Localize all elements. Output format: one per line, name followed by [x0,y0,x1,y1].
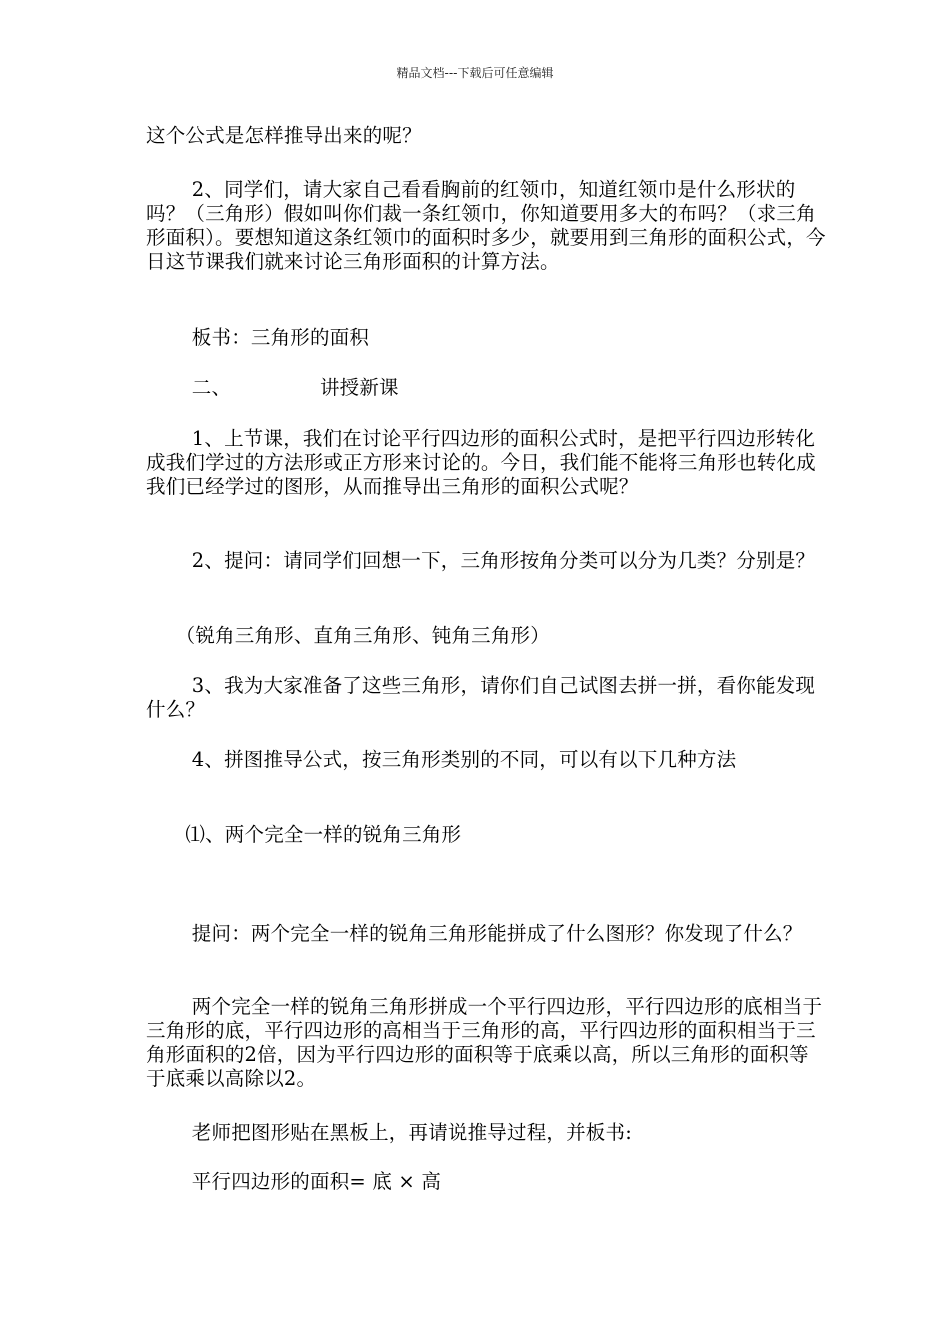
page-header: 精品文档---下载后可任意编辑 [396,66,554,80]
paragraph-formula: 平行四边形的面积= 底 × 高 [146,1170,442,1193]
paragraph-board-title: 板书：三角形的面积 [146,326,370,349]
paragraph-step-4: 4、拼图推导公式，按三角形类别的不同，可以有以下几种方法 [146,748,737,771]
paragraph-step-3: 3、我为大家准备了这些三角形，请你们自己试图去拼一拼，看你能发现什么？ [146,674,816,721]
section-heading-new-lesson: 二、 讲授新课 [146,376,399,399]
paragraph-explanation: 两个完全一样的锐角三角形拼成一个平行四边形，平行四边形的底相当于三角形的底，平行四边形的高相当于三角形的高，平行四边形的面积相当于三角形面积的2倍，因为平行四边形的面积等于底乘以高，所以三角形的面积等于底乘以高除以2。 [146,995,823,1090]
paragraph-step-1: 1、上节课，我们在讨论平行四边形的面积公式时，是把平行四边形转化成我们学过的方法形或正方形来讨论的。今日，我们能不能将三角形也转化成我们已经学过的图形，从而推导出三角形的面积公式呢？ [146,427,816,498]
paragraph-formula-question: 这个公式是怎样推导出来的呢？ [146,124,422,147]
paragraph-subitem-1: ⑴、两个完全一样的锐角三角形 [146,823,462,846]
paragraph-question: 提问：两个完全一样的锐角三角形能拼成了什么图形？你发现了什么？ [146,922,803,945]
paragraph-step-2: 2、提问：请同学们回想一下，三角形按角分类可以分为几类？分别是？ [146,549,816,572]
paragraph-teacher-note: 老师把图形贴在黑板上，再请说推导过程，并板书: [146,1121,632,1144]
paragraph-red-scarf: 2、同学们，请大家自己看看胸前的红领巾，知道红领巾是什么形状的吗？（三角形）假如叫你们裁一条红领巾，你知道要用多大的布吗？（求三角形面积）。要想知道这条红领巾的面积时多少，就要用到三角形的面积公式，今日这节课我们就来讨论三角形面积的计算方法。 [146,178,826,273]
paragraph-triangle-types: （锐角三角形、直角三角形、钝角三角形） [146,624,550,647]
